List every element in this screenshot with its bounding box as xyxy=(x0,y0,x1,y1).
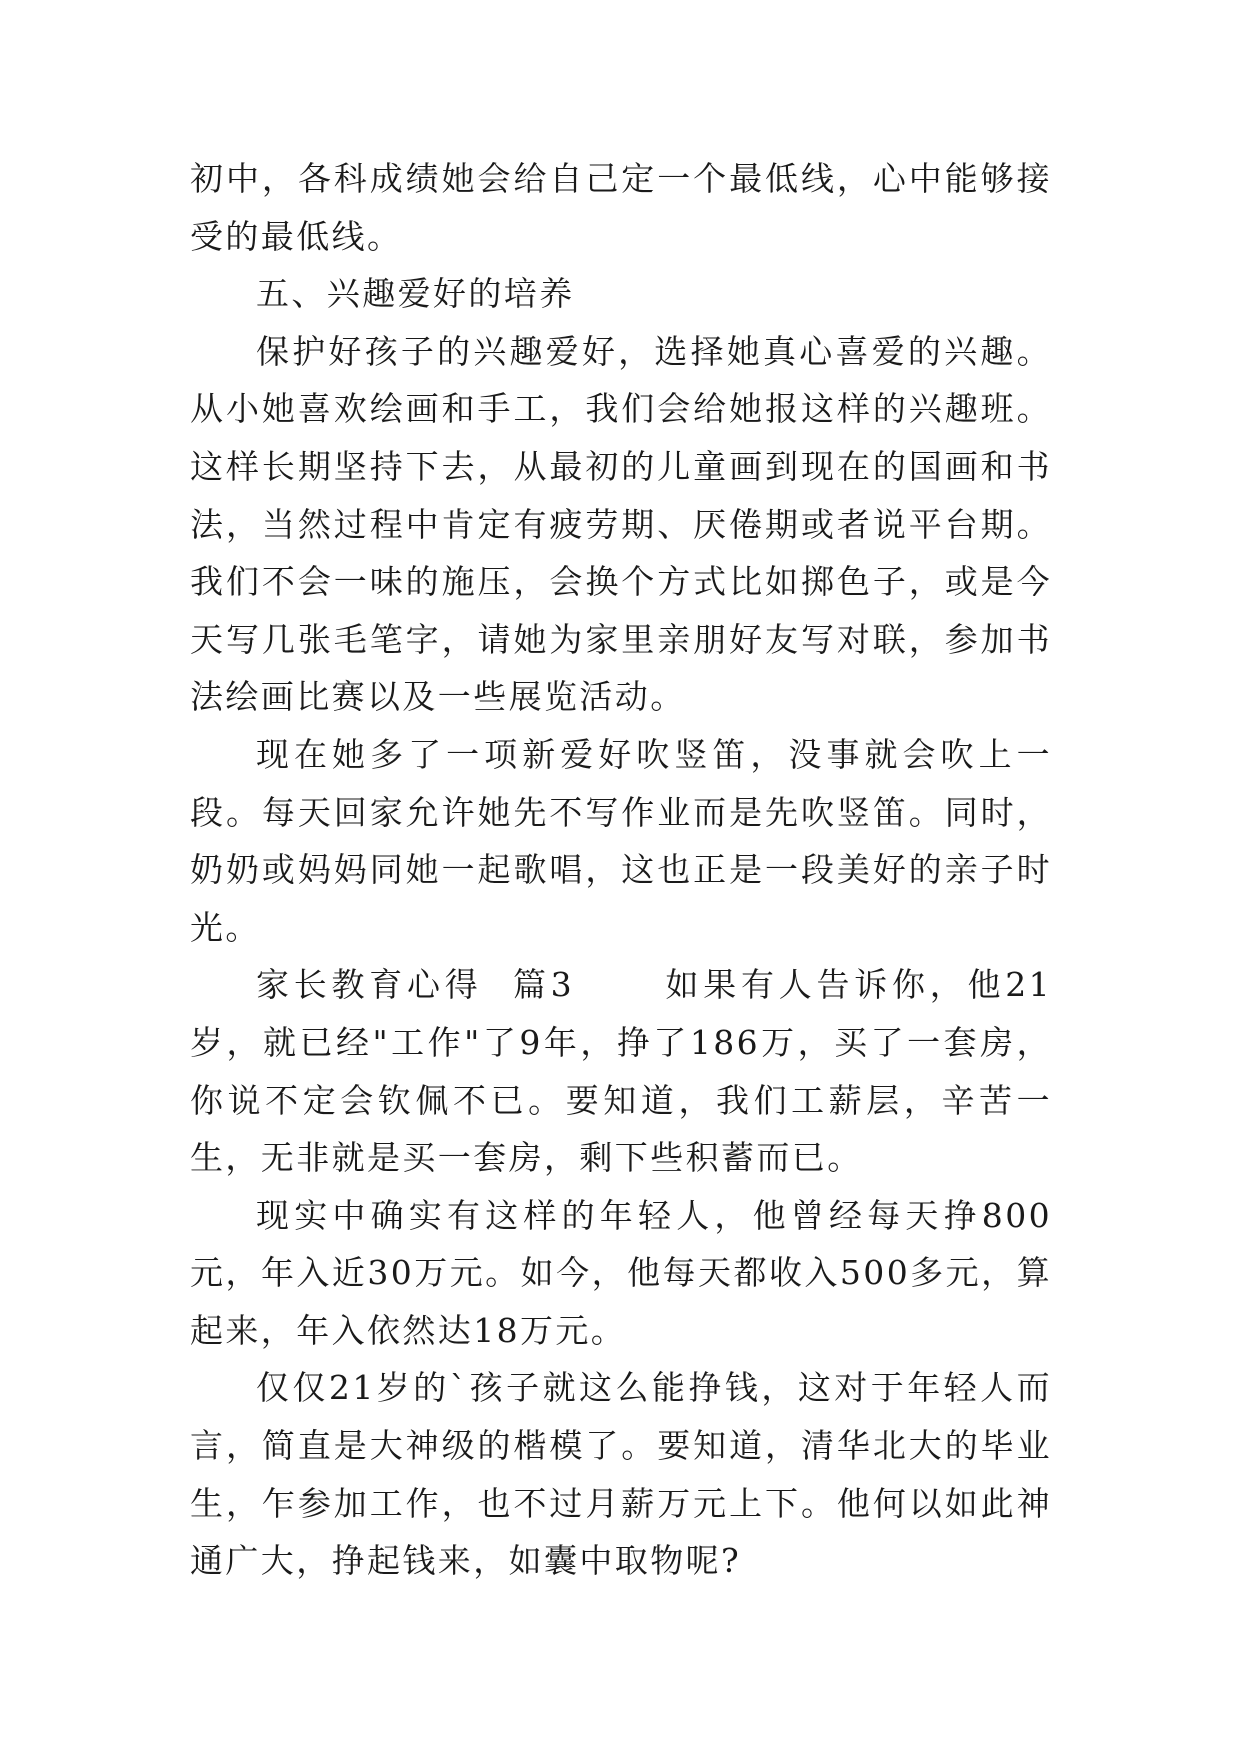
section-heading-hobbies: 五、兴趣爱好的培养 xyxy=(256,274,575,314)
paragraph-recorder: 现在她多了一项新爱好吹竖笛，没事就会吹上一段。每天回家允许她先不写作业而是先吹竖笛。同时，奶奶或妈妈同她一起歌唱，这也正是一段美好的亲子时光。 xyxy=(190,734,1052,947)
paragraph-minimum-score: 初中，各科成绩她会给自己定一个最低线，心中能够接受的最低线。 xyxy=(190,159,1052,256)
document-body xyxy=(190,150,1052,1590)
paragraph-article-3-intro: 家长教育心得 篇3 如果有人告诉你，他21岁，就已经"工作"了9年，挣了186万，买了一套房，你说不定会钦佩不已。要知道，我们工薪层，辛苦一生，无非就是买一套房，剩下些积蓄而已。 xyxy=(190,965,1052,1178)
paragraph-protect-hobbies: 保护好孩子的兴趣爱好，选择她真心喜爱的兴趣。从小她喜欢绘画和手工，我们会给她报这样的兴趣班。这样长期坚持下去，从最初的儿童画到现在的国画和书法，当然过程中肯定有疲劳期、厌倦期或者说平台期。我们不会一味的施压，会换个方式比如掷色子，或是今天写几张毛笔字，请她为家里亲朋好友写对联，参加书法绘画比赛以及一些展览活动。 xyxy=(190,331,1052,717)
paragraph-income: 现实中确实有这样的年轻人，他曾经每天挣800元，年入近30万元。如今，他每天都收入500多元，算起来，年入依然达18万元。 xyxy=(190,1195,1052,1350)
paragraph-role-model: 仅仅21岁的`孩子就这么能挣钱，这对于年轻人而言，简直是大神级的楷模了。要知道，清华北大的毕业生，乍参加工作，也不过月薪万元上下。他何以如此神通广大，挣起钱来，如囊中取物呢? xyxy=(190,1368,1052,1581)
